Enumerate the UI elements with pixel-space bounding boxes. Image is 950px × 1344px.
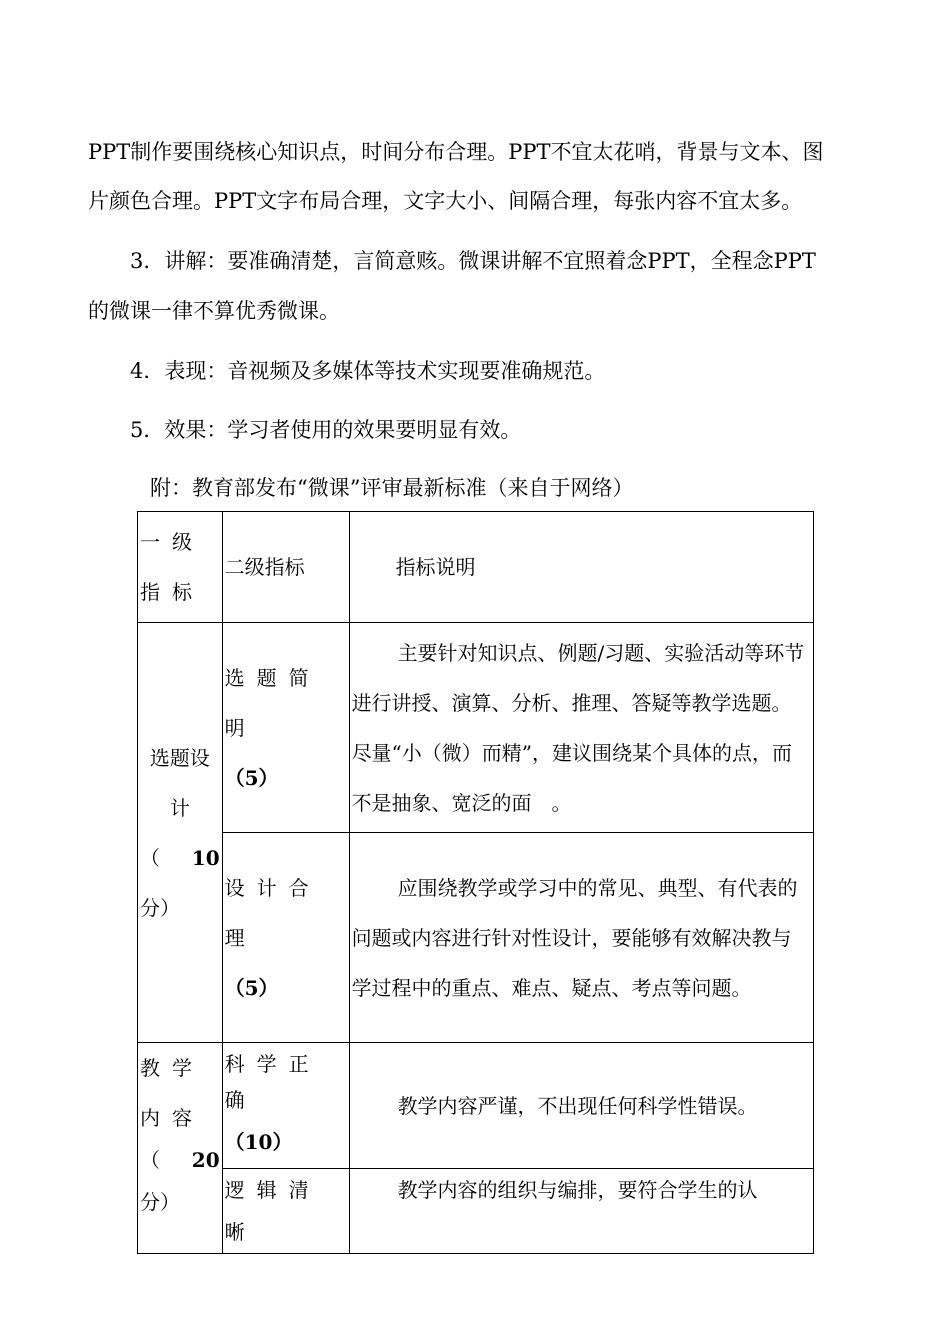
- description-cell: 主要针对知识点、例题/习题、实验活动等环节进行讲授、演算、分析、推理、答疑等教学选题。尽量“小（微）而精”，建议围绕某个具体的点，而不是抽象、宽泛的面 。: [349, 623, 813, 833]
- description-cell: 教学内容严谨，不出现任何科学性错误。: [349, 1043, 813, 1169]
- level2-topic-concise: [222, 623, 349, 833]
- description-cell: 教学内容的组织与编排，要符合学生的认: [349, 1169, 813, 1254]
- header-level1: [138, 512, 223, 623]
- table-row: [138, 1043, 814, 1169]
- level2-name: 逻辑清晰: [224, 1178, 321, 1244]
- description-cell: 应围绕教学或学习中的常见、典型、有代表的问题或内容进行针对性设计，要能够有效解决教与学过程中的重点、难点、疑点、考点等问题。: [349, 833, 813, 1043]
- table-header-row: [138, 512, 814, 623]
- level2-science-correct: [222, 1043, 349, 1169]
- paragraph-explain-line2: 的微课一律不算优秀微课。: [88, 299, 340, 323]
- header-level2: [222, 512, 349, 623]
- level2-score: （5）: [224, 975, 279, 1000]
- level1-score-open-1: （: [140, 845, 160, 870]
- level1-teaching-content: [138, 1043, 223, 1254]
- paragraph-performance: 4．表现：音视频及多媒体等技术实现要准确规范。: [130, 359, 606, 383]
- level1-score-value-2: 20: [191, 1148, 220, 1172]
- level2-name: 科学正确: [224, 1051, 321, 1112]
- level1-score-2: [140, 1143, 220, 1177]
- level1-topic-design: [138, 623, 223, 1043]
- paragraph-explain-line1: 3．讲解：要准确清楚，言简意赅。微课讲解不宜照着念PPT，全程念PPT: [130, 249, 816, 273]
- table-row: [138, 1169, 814, 1254]
- paragraph-effect: 5．效果：学习者使用的效果要明显有效。: [130, 418, 522, 442]
- criteria-table: [137, 511, 814, 1254]
- header-description-text: 指标说明: [395, 555, 476, 579]
- level2-score: （10）: [224, 1129, 293, 1154]
- header-level2-text: 二级指标: [224, 555, 305, 579]
- paragraph-ppt-line2: 片颜色合理。PPT文字布局合理，文字大小、间隔合理，每张内容不宜太多。: [88, 189, 803, 213]
- level1-score-open-2: （: [140, 1148, 160, 1172]
- level1-score-close-1: 分）: [140, 895, 180, 920]
- level2-score: （5）: [224, 765, 279, 790]
- level2-logic-clear: [222, 1169, 349, 1254]
- level2-name: 设计合理: [224, 875, 321, 950]
- level1-name-1: 选题设计: [149, 745, 210, 820]
- table-row: [138, 623, 814, 833]
- level2-design-reasonable: [222, 833, 349, 1043]
- level1-score-1: [140, 833, 220, 883]
- level1-score-value-1: 10: [191, 845, 220, 870]
- table-row: [138, 833, 814, 1043]
- header-description: [349, 512, 813, 623]
- level1-name-2: 教学内容: [140, 1056, 204, 1130]
- paragraph-ppt-line1: PPT制作要围绕核心知识点，时间分布合理。PPT不宜太花哨，背景与文本、图: [88, 140, 824, 164]
- level2-name: 选题简明: [224, 665, 321, 740]
- header-level1-text: 一级指标: [140, 530, 204, 604]
- level1-score-close-2: 分）: [140, 1190, 180, 1214]
- table-caption: 附：教育部发布“微课”评审最新标准（来自于网络）: [150, 476, 634, 500]
